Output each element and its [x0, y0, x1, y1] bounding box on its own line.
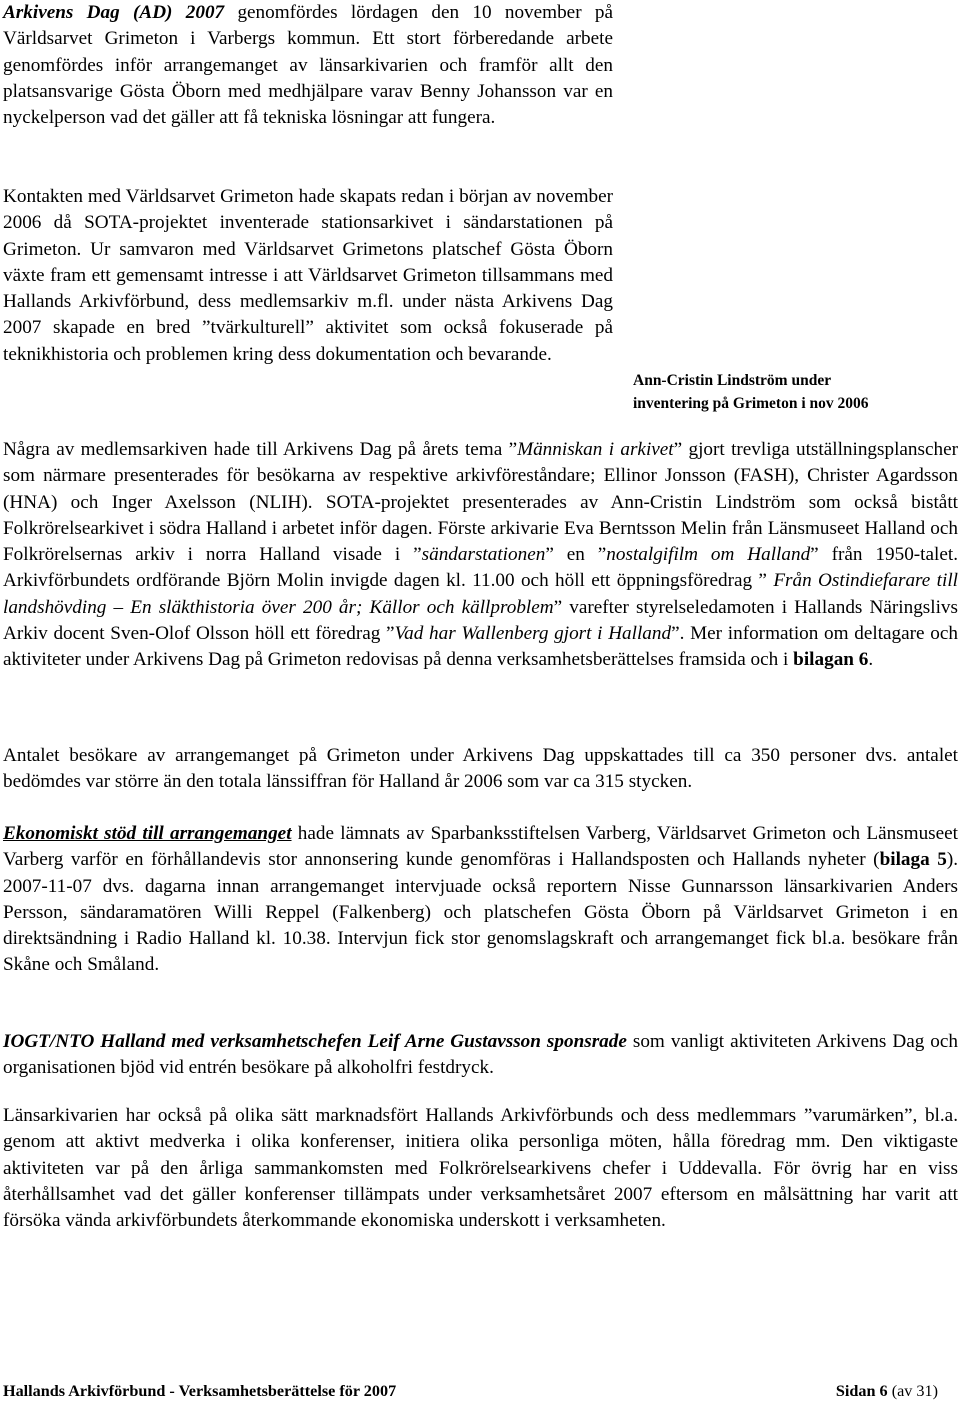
exhibits-text-4: ” från 1950-talet. Arkivförbundets ordförande Björn Molin invigde dagen kl. 11.00 och höll ett öppningsföredrag ” — [3, 544, 959, 592]
intro-paragraph — [3, 0, 613, 131]
marketing-text: Länsarkivarien har också på olika sätt marknadsfört Hallands Arkivförbunds och dess medlemmars ”varumärken”, bl.a. genom att aktivt medverka i olika konferenser, initiera olika personliga möten, hålla föredrag mm. Den viktigaste aktiviteten var på den årliga sammankomsten med Folkrörelsearkivens chefer i Uddevalla. För övrig har en viss återhållsamhet vad det gäller konferenser tillämpats under verksamhetsåret 2007 eftersom en målsättning har varit att försöka vända arkivförbundets återkommande ekonomiska underskott i verksamheten. — [3, 1105, 958, 1232]
contact-text: Kontakten med Världsarvet Grimeton hade skapats redan i början av november 2006 då SOTA-projektet inventerade stationsarkivet i sändarstationen på Grimeton. Ur samvaron med Världsarvet Grimetons platschef Gösta Öborn växte fram ett gemensamt intresse i att Världsarvet Grimeton tillsammans med Hallands Arkivförbund, dess medlemsarkiv m.fl. under nästa Arkivens Dag 2007 skapade en bred ”tvärkulturell” aktivitet som också fokuserade på teknikhistoria och problemen kring dess dokumentation och bevarande. — [3, 186, 613, 365]
sponsor-paragraph — [3, 1029, 958, 1082]
funding-paragraph — [3, 821, 958, 979]
funding-text-1: hade lämnats av Sparbanksstiftelsen Varberg, Världsarvet Grimeton och Länsmuseet Varberg varför en förhållandevis stor annonsering kunde genomföras i Hallandsposten och Hallands nyheter ( — [3, 823, 958, 871]
exhibits-text-2: ” gjort trevliga utställningsplanscher som närmare presenterades för besökarna av respektive arkivföreståndare; Ellinor Jonsson (FASH), Christer Agardsson (HNA) och Inger Axelsson (NLIH). SOTA-projektet presenterades av Ann-Cristin Lindström som också bistått Folkrörelsearkivet i södra Halland i arbetet inför dagen. Förste arkivarie Eva Berntsson Melin från Länsmuseet Halland och Folkrörelsernas arkiv i norra Halland visade i ” — [3, 439, 959, 566]
exhibits-text-5: ” varefter styrelseledamoten i Hallands Näringslivs Arkiv docent Sven-Olof Olsson höll ett föredrag ” — [3, 596, 958, 645]
funding-text-2: ). 2007-11-07 dvs. dagarna innan arrangemanget intervjuade också reportern Nisse Gunnarsson länsarkivarien Anders Persson, sändaramatören Willi Reppel (Falkenberg) och platschefen Gösta Öborn på Världsarvet Grimeton i en direktsändning i Radio Halland kl. 10.38. Intervjun fick stor genomslagskraft och arrangemanget fick bl.a. besökare från Skåne och Småland. — [3, 849, 958, 976]
exhibits-text-3: ” en ” — [545, 544, 607, 566]
sponsor-title: IOGT/NTO Halland med verksamhetschefen Leif Arne Gustavsson sponsrade — [3, 1031, 627, 1052]
intro-text: genomfördes lördagen den 10 november på Världsarvet Grimeton i Varbergs kommun. Ett stort förberedande arbete genomfördes inför arrangemanget av länsarkivarien och framför allt den platsansvarige Gösta Öborn med medhjälpare varav Benny Johansson var en nyckelperson vad det gäller att få tekniska lösningar att fungera. — [3, 2, 613, 129]
visitors-paragraph — [3, 743, 958, 796]
footer-page-of: (av 31) — [887, 1382, 938, 1400]
intro-title: Arkivens Dag (AD) 2007 — [3, 2, 225, 23]
exhibits-paragraph — [3, 437, 958, 674]
exhibits-text-6: ”. Mer information om deltagare och aktiviteter under Arkivens Dag på Grimeton redovisas på denna verksamhetsberättelses framsida och i — [3, 623, 958, 671]
footer-page — [836, 1381, 938, 1401]
visitors-text: Antalet besökare av arrangemanget på Grimeton under Arkivens Dag uppskattades till ca 350 personer dvs. antalet bedömdes var större än den totala länssiffran för Halland år 2006 som var ca 315 stycken. — [3, 745, 958, 793]
footer-title: Hallands Arkivförbund - Verksamhetsberättelse för 2007 — [3, 1382, 397, 1400]
funding-appendix: bilaga 5 — [879, 849, 947, 871]
footer-page-label: Sidan 6 — [835, 1382, 888, 1400]
exhibits-appendix: bilagan 6 — [793, 649, 869, 671]
funding-title: Ekonomiskt stöd till arrangemanget — [3, 823, 292, 844]
sponsor-text: som vanligt aktiviteten Arkivens Dag och organisationen bjöd vid entrén besökare på alkoholfri festdryck. — [3, 1031, 958, 1079]
exhibits-theme: Människan i arkivet — [517, 439, 674, 460]
photo-caption: Ann-Cristin Lindström under inventering på Grimeton i nov 2006 — [633, 372, 869, 412]
exhibits-text-1: Några av medlemsarkiven hade till Arkivens Dag på årets tema ” — [3, 439, 518, 460]
contact-paragraph — [3, 184, 613, 368]
exhibits-film: nostalgifilm om Halland — [606, 544, 811, 566]
exhibits-lecture-2: Vad har Wallenberg gjort i Halland — [394, 623, 672, 645]
exhibits-text-7: . — [868, 649, 874, 671]
exhibits-lecture-1: Från Ostindiefarare till landshövding – En släkthistoria över 200 år; Källor och källproblem — [3, 570, 958, 618]
marketing-paragraph — [3, 1103, 958, 1234]
exhibits-station: sändarstationen — [421, 544, 546, 566]
page-footer — [3, 1381, 938, 1401]
